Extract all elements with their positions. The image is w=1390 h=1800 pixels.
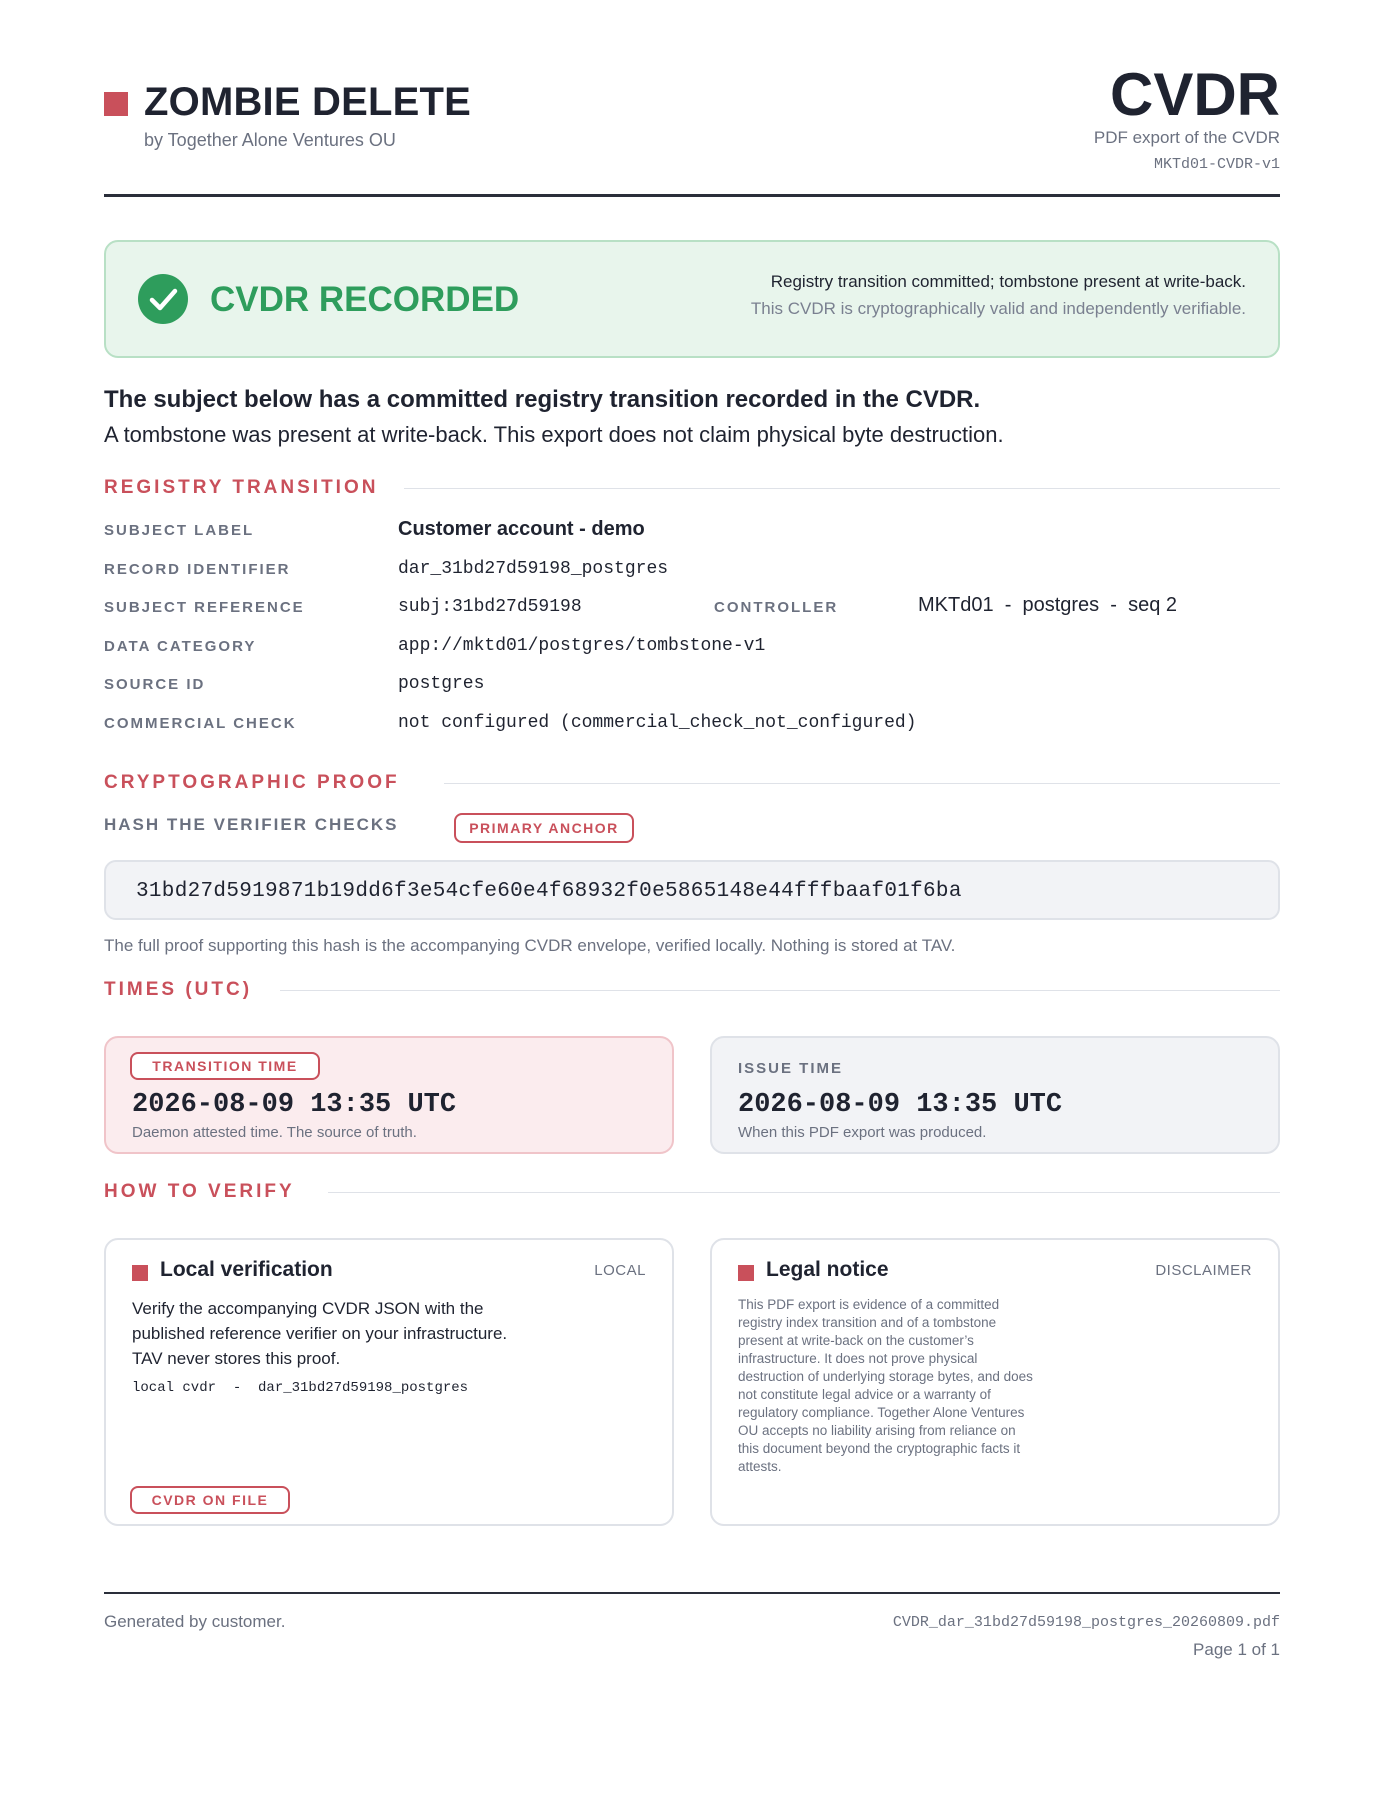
field-key-record-identifier: RECORD IDENTIFIER bbox=[104, 561, 291, 578]
field-key-subject-reference: SUBJECT REFERENCE bbox=[104, 599, 305, 616]
brand-title: ZOMBIE DELETE bbox=[144, 80, 472, 124]
transition-time-note: Daemon attested time. The source of truth. bbox=[132, 1124, 417, 1141]
section-heading-registry: REGISTRY TRANSITION bbox=[104, 477, 400, 499]
field-key-controller: CONTROLLER bbox=[714, 599, 839, 616]
field-value-record-identifier: dar_31bd27d59198_postgres bbox=[398, 559, 669, 579]
primary-anchor-badge: PRIMARY ANCHOR bbox=[454, 813, 634, 843]
field-key-commercial-check: COMMERCIAL CHECK bbox=[104, 715, 297, 732]
footer-generated: Generated by customer. bbox=[104, 1612, 286, 1631]
summary-headline: The subject below has a committed registry transition recorded in the CVDR. bbox=[104, 386, 981, 413]
local-verification-body: Verify the accompanying CVDR JSON with the published reference verifier on your infrastructure. TAV never stores this proof. bbox=[132, 1299, 508, 1368]
section-heading-times: TIMES (UTC) bbox=[104, 979, 274, 1001]
field-value-data-category: app://mktd01/postgres/tombstone-v1 bbox=[398, 636, 766, 656]
red-square-icon bbox=[738, 1265, 754, 1281]
field-key-data-category: DATA CATEGORY bbox=[104, 638, 257, 655]
section-divider bbox=[404, 488, 1280, 489]
brand-subtitle: by Together Alone Ventures OU bbox=[144, 130, 396, 150]
local-tag: LOCAL bbox=[594, 1262, 646, 1279]
field-key-subject-label: SUBJECT LABEL bbox=[104, 522, 255, 539]
proof-note: The full proof supporting this hash is the accompanying CVDR envelope, verified locally. Nothing is stored at TAV. bbox=[104, 936, 956, 955]
summary-detail: A tombstone was present at write-back. This export does not claim physical byte destruction. bbox=[104, 422, 1004, 447]
footer-filename: CVDR_dar_31bd27d59198_postgres_20260809.pdf bbox=[892, 1614, 1280, 1631]
cvdr-document bbox=[104, 0, 1280, 1800]
cvdr-on-file-badge: CVDR ON FILE bbox=[130, 1486, 290, 1514]
local-verification-title: Local verification bbox=[160, 1258, 333, 1281]
status-line-1: Registry transition committed; tombstone present at write-back. bbox=[770, 272, 1246, 291]
check-circle-icon bbox=[138, 274, 188, 324]
field-key-source-id: SOURCE ID bbox=[104, 676, 206, 693]
section-heading-verify: HOW TO VERIFY bbox=[104, 1181, 317, 1203]
footer-divider bbox=[104, 1592, 1280, 1594]
status-line-2: This CVDR is cryptographically valid and independently verifiable. bbox=[750, 299, 1246, 318]
legal-notice-body: This PDF export is evidence of a committed registry index transition and of a tombstone present at write-back on the customer’s infrastructure. It does not prove physical destruction of underlying storage bytes, and does not constitute legal advice or a warranty of regulatory compliance. Together Alone Ventures OU accepts no liability arising from reliance on this document beyond the cryptographic facts it attests. bbox=[738, 1297, 1033, 1474]
transition-time-value: 2026-08-09 13:35 UTC bbox=[132, 1090, 457, 1120]
document-id: MKTd01-CVDR-v1 bbox=[1153, 156, 1280, 173]
field-value-subject-label: Customer account - demo bbox=[398, 518, 645, 540]
section-divider bbox=[280, 990, 1280, 991]
field-value-source-id: postgres bbox=[398, 674, 485, 694]
footer-page-number: Page 1 of 1 bbox=[1193, 1640, 1280, 1659]
field-value-controller: MKTd01 - postgres - seq 2 bbox=[918, 594, 1177, 616]
status-banner bbox=[104, 240, 1280, 358]
transition-time-card bbox=[104, 1036, 674, 1154]
proof-hash: 31bd27d5919871b19dd6f3e54cfe60e4f68932f0e5865148e44fffbaaf01f6ba bbox=[136, 880, 962, 903]
status-title: CVDR RECORDED bbox=[210, 280, 520, 319]
issue-time-label: ISSUE TIME bbox=[738, 1060, 844, 1077]
legal-notice-title: Legal notice bbox=[766, 1258, 889, 1281]
field-value-commercial-check: not configured (commercial_check_not_configured) bbox=[398, 713, 917, 733]
hash-box bbox=[104, 860, 1280, 920]
field-value-subject-reference: subj:31bd27d59198 bbox=[398, 597, 582, 617]
local-verification-command: local cvdr - dar_31bd27d59198_postgres bbox=[132, 1380, 469, 1396]
transition-time-label: TRANSITION TIME bbox=[130, 1052, 320, 1080]
hash-subheading: HASH THE VERIFIER CHECKS bbox=[104, 815, 399, 834]
local-verification-card bbox=[104, 1238, 674, 1526]
document-subtitle: PDF export of the CVDR bbox=[1093, 128, 1280, 147]
section-divider bbox=[328, 1192, 1280, 1193]
disclaimer-tag: DISCLAIMER bbox=[1155, 1262, 1252, 1279]
issue-time-note: When this PDF export was produced. bbox=[738, 1124, 987, 1141]
section-divider bbox=[444, 783, 1280, 784]
document-title: CVDR bbox=[1109, 61, 1280, 128]
header-divider bbox=[104, 194, 1280, 197]
brand-square-icon bbox=[104, 92, 128, 116]
issue-time-card bbox=[710, 1036, 1280, 1154]
section-heading-proof: CRYPTOGRAPHIC PROOF bbox=[104, 772, 422, 794]
legal-notice-card bbox=[710, 1238, 1280, 1526]
red-square-icon bbox=[132, 1265, 148, 1281]
issue-time-value: 2026-08-09 13:35 UTC bbox=[738, 1090, 1063, 1120]
